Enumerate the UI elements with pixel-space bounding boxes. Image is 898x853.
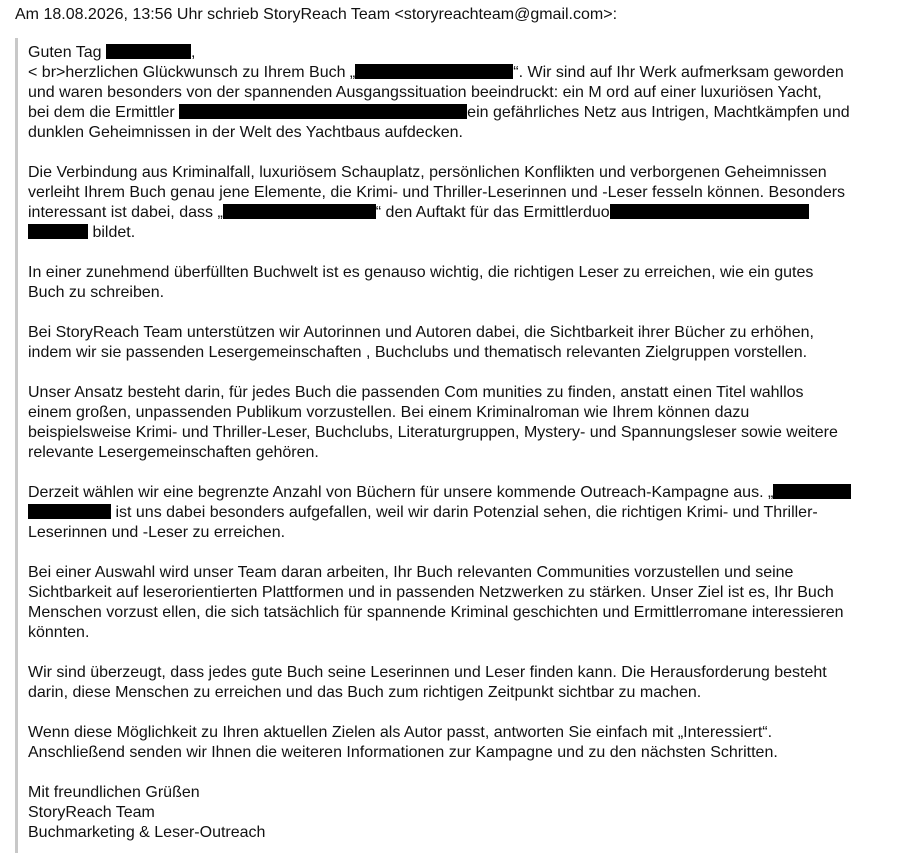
redaction-block [355, 64, 513, 79]
text-segment: darin, diese Menschen zu erreichen und das Buch zum richtigen Zeitpunkt sichtbar zu machen. [28, 684, 702, 701]
text-segment: indem wir sie passenden Lesergemeinschaften , Buchclubs und thematisch relevanten Zielgruppen vorstellen. [28, 344, 808, 361]
email-paragraph [28, 163, 898, 243]
paragraph-gap [28, 463, 898, 483]
text-line [28, 583, 898, 603]
text-segment: Sichtbarkeit auf leserorientierten Plattformen und in passenden Netzwerken zu stärken. Unser Ziel ist es, Ihr Buch [28, 584, 834, 601]
text-segment: Bei StoryReach Team unterstützen wir Autorinnen und Autoren dabei, die Sichtbarkeit ihrer Bücher zu erhöhen, [28, 324, 814, 341]
text-segment: In einer zunehmend überfüllten Buchwelt ist es genauso wichtig, die richtigen Leser zu erreichen, wie ein gutes [28, 264, 814, 281]
paragraph-gap [28, 543, 898, 563]
text-line [28, 603, 898, 623]
text-line [28, 803, 898, 823]
text-line [28, 823, 898, 843]
redaction-block [28, 224, 88, 239]
redaction-block [179, 104, 467, 119]
paragraph-gap [28, 763, 898, 783]
email-paragraph [28, 483, 898, 543]
email-paragraph [28, 723, 898, 763]
text-line [28, 343, 898, 363]
text-line [28, 103, 898, 123]
paragraph-gap [28, 243, 898, 263]
quoted-email-body [28, 43, 898, 843]
text-line [28, 223, 898, 243]
text-segment: und waren besonders von der spannenden Ausgangssituation beeindruckt: ein M ord auf einer luxuriösen Yacht, [28, 84, 822, 101]
text-line [28, 83, 898, 103]
text-line [28, 283, 898, 303]
paragraph-gap [28, 363, 898, 383]
redaction-block [610, 204, 809, 219]
text-segment: Bei einer Auswahl wird unser Team daran arbeiten, Ihr Buch relevanten Communities vorzustellen und seine [28, 564, 794, 581]
redaction-block [28, 504, 111, 519]
text-segment: < br>herzlichen Glückwunsch zu Ihrem Buch „ [28, 64, 356, 81]
text-line [28, 163, 898, 183]
text-line [28, 203, 898, 223]
text-segment: “ den Auftakt für das Ermittlerduo [375, 204, 610, 221]
text-segment: Unser Ansatz besteht darin, für jedes Buch die passenden Com munities zu finden, anstatt einen Titel wahllos [28, 384, 804, 401]
text-line [28, 663, 898, 683]
paragraph-gap [28, 303, 898, 323]
text-segment: Leserinnen und -Leser zu erreichen. [28, 524, 286, 541]
text-segment: Derzeit wählen wir eine begrenzte Anzahl von Büchern für unsere kommende Outreach-Kampagne aus. „ [28, 484, 774, 501]
email-quote-header: Am 18.08.2026, 13:56 Uhr schrieb StoryReach Team <storyreachteam@gmail.com>: [15, 6, 618, 23]
text-line [28, 43, 898, 63]
quote-bar [15, 38, 18, 853]
text-segment: , [190, 44, 196, 61]
text-segment: Buchmarketing & Leser-Outreach [28, 824, 266, 841]
paragraph-gap [28, 643, 898, 663]
text-segment: Die Verbindung aus Kriminalfall, luxuriösem Schauplatz, persönlichen Konflikten und verborgenen Geheimnissen [28, 164, 827, 181]
text-line [28, 743, 898, 763]
email-paragraph [28, 663, 898, 703]
text-segment: interessant ist dabei, dass „ [28, 204, 223, 221]
text-line [28, 563, 898, 583]
text-line [28, 503, 898, 523]
text-segment: Menschen vorzust ellen, die sich tatsächlich für spannende Kriminal geschichten und Ermittlerromane interessieren [28, 604, 844, 621]
text-segment: könnten. [28, 624, 90, 641]
email-paragraph [28, 263, 898, 303]
text-segment: StoryReach Team [28, 804, 155, 821]
text-line [28, 783, 898, 803]
text-segment: dunklen Geheimnissen in der Welt des Yachtbaus aufdecken. [28, 124, 463, 141]
text-segment: beispielsweise Krimi- und Thriller-Leser, Buchclubs, Literaturgruppen, Mystery- und Spannungsleser sowie weitere [28, 424, 838, 441]
text-segment: Wenn diese Möglichkeit zu Ihren aktuellen Zielen als Autor passt, antworten Sie einfach mit „Interessiert“. [28, 724, 773, 741]
text-line [28, 63, 898, 83]
text-line [28, 323, 898, 343]
text-segment: ein gefährliches Netz aus Intrigen, Machtkämpfen und [467, 104, 850, 121]
text-segment: ist uns dabei besonders aufgefallen, weil wir darin Potenzial sehen, die richtigen Krimi- und Thriller- [111, 504, 818, 521]
paragraph-gap [28, 703, 898, 723]
text-line [28, 383, 898, 403]
text-line [28, 723, 898, 743]
text-line [28, 683, 898, 703]
text-line [28, 403, 898, 423]
redaction-block [106, 44, 191, 59]
text-segment: bei dem die Ermittler [28, 104, 180, 121]
paragraph-gap [28, 143, 898, 163]
email-paragraph [28, 563, 898, 643]
email-paragraph [28, 383, 898, 463]
text-segment: Mit freundlichen Grüßen [28, 784, 200, 801]
text-line [28, 523, 898, 543]
text-line [28, 123, 898, 143]
email-paragraph [28, 43, 898, 143]
text-line [28, 183, 898, 203]
text-segment: bildet. [88, 224, 136, 241]
text-segment: Anschließend senden wir Ihnen die weiteren Informationen zur Kampagne und zu den nächsten Schritten. [28, 744, 778, 761]
text-segment: Wir sind überzeugt, dass jedes gute Buch seine Leserinnen und Leser finden kann. Die Herausforderung besteht [28, 664, 827, 681]
redaction-block [773, 484, 851, 499]
text-line [28, 263, 898, 283]
redaction-block [223, 204, 376, 219]
text-segment: verleiht Ihrem Buch genau jene Elemente, die Krimi- und Thriller-Leserinnen und -Leser fesseln können. Besonders [28, 184, 846, 201]
text-segment: Buch zu schreiben. [28, 284, 165, 301]
text-line [28, 443, 898, 463]
text-segment: Guten Tag [28, 44, 106, 61]
text-segment: relevante Lesergemeinschaften gehören. [28, 444, 319, 461]
text-line [28, 423, 898, 443]
text-line [28, 483, 898, 503]
text-segment: einem großen, unpassenden Publikum vorzustellen. Bei einem Kriminalroman wie Ihrem können dazu [28, 404, 750, 421]
text-segment: “. Wir sind auf Ihr Werk aufmerksam geworden [513, 64, 844, 81]
email-paragraph [28, 323, 898, 363]
text-line [28, 623, 898, 643]
email-paragraph [28, 783, 898, 843]
